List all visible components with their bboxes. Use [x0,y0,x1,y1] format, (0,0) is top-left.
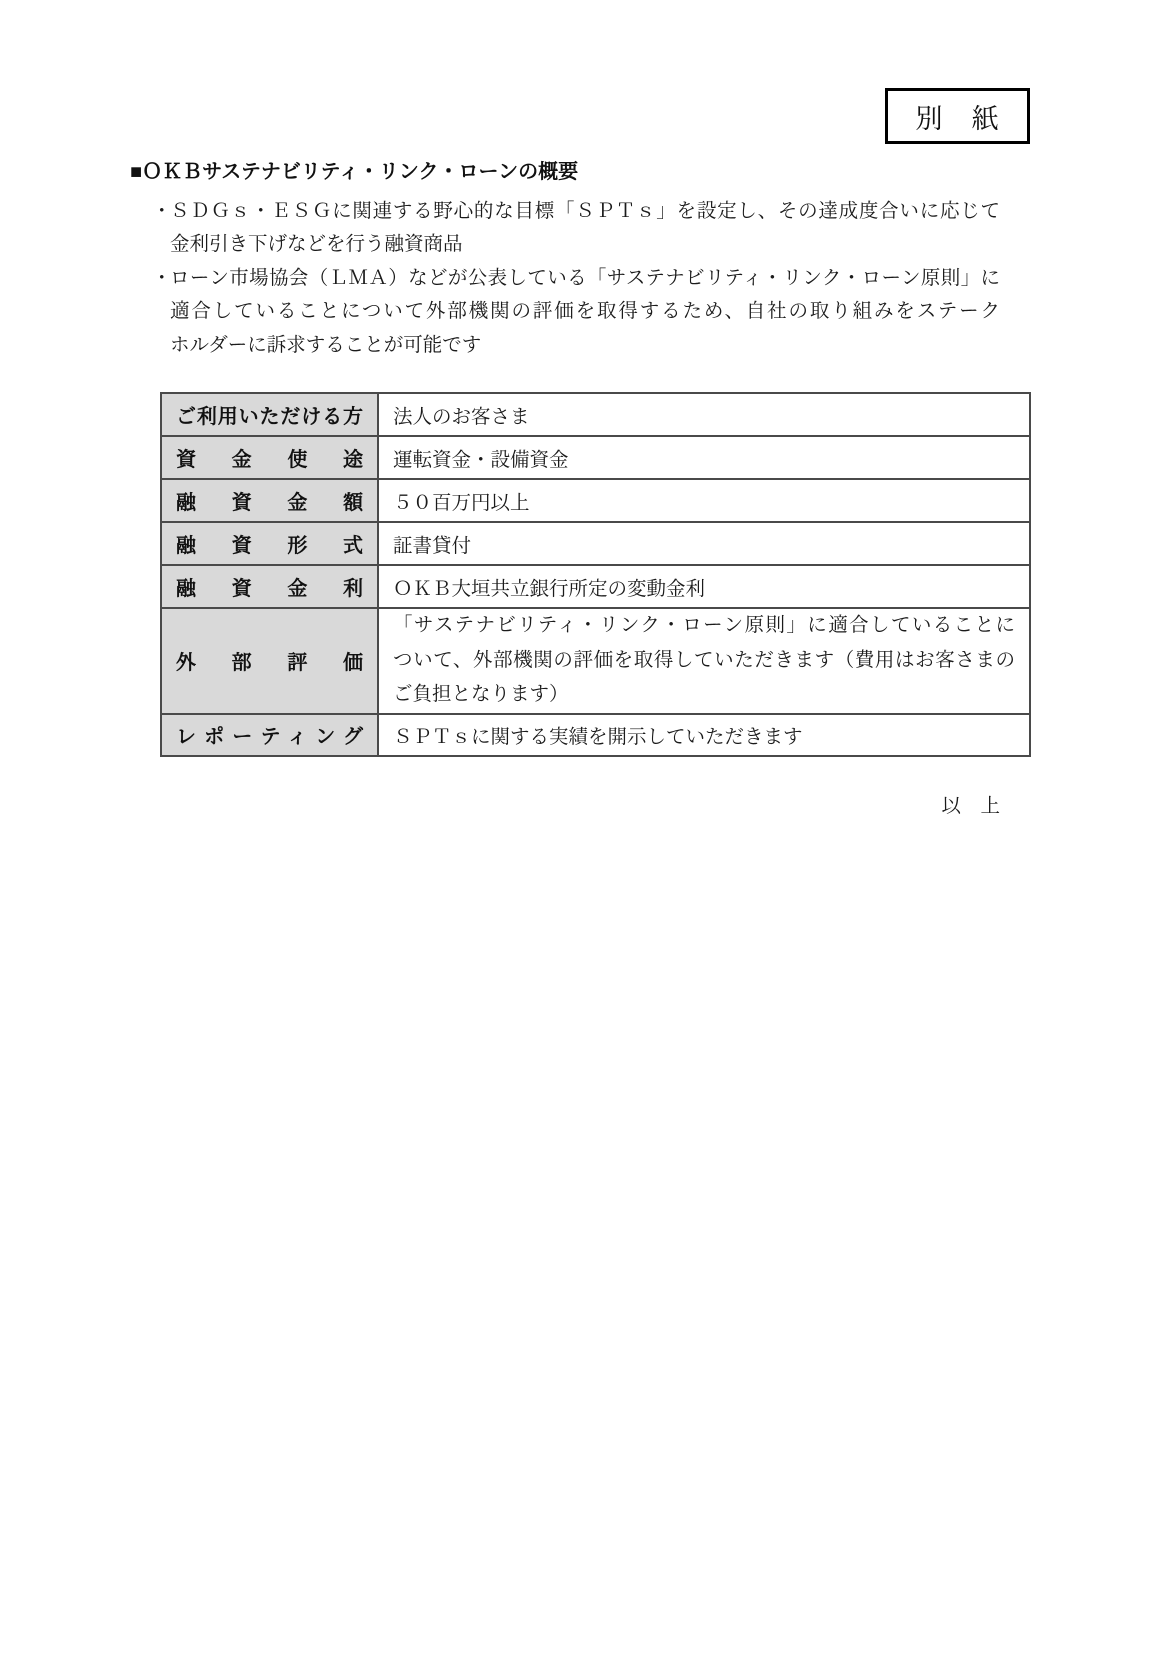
bullet-text [170,195,1000,262]
bullet-line: ホルダーに訴求することが可能です [170,334,482,356]
bullet-marker: ・ [152,201,172,222]
row-label-external-review: 外 部 評 価 [161,608,378,714]
row-label-loan-format: 融 資 形 式 [161,522,378,565]
row-value-interest-rate: ＯＫＢ大垣共立銀行所定の変動金利 [378,565,1030,608]
bullet-text [170,262,1000,362]
multiline-cell [393,609,1015,713]
attachment-stamp-label: 別 紙 [915,103,1000,134]
row-value-external-review [378,608,1030,714]
row-value-loan-format: 証書貸付 [378,522,1030,565]
table-row [161,479,1030,522]
row-label-interest-rate: 融 資 金 利 [161,565,378,608]
row-value-loan-amount: ５０百万円以上 [378,479,1030,522]
row-label-eligible-customers: ご利用いただける方 [161,393,378,436]
bullet-marker: ・ [152,267,172,289]
bullet-line: 金利引き下げなどを行う融資商品 [170,234,463,256]
row-label-loan-amount: 融 資 金 額 [161,479,378,522]
bullet-line: ＳＤＧｓ・ＥＳＧに関連する野心的な目標「ＳＰＴｓ」を設定し、その達成度合いに応じて [170,201,1000,222]
intro-bullet-list [152,195,1000,362]
table-row [161,608,1030,714]
row-label-use-of-funds: 資 金 使 途 [161,436,378,479]
bullet-item [152,195,1000,262]
table-row [161,436,1030,479]
cell-line: ついて、外部機関の評価を取得していただきます（費用はお客さまの [393,649,1015,671]
table-row [161,393,1030,436]
row-value-reporting: ＳＰＴｓに関する実績を開示していただきます [378,714,1030,756]
page-title: ■ＯＫＢサステナビリティ・リンク・ローンの概要 [130,161,579,183]
bullet-line: 適合していることについて外部機関の評価を取得するため、自社の取り組みをステーク [170,301,1000,323]
cell-line: ご負担となります） [393,684,569,706]
loan-spec-table [160,392,1031,757]
bullet-line: ローン市場協会（ＬＭＡ）などが公表している「サステナビリティ・リンク・ローン原則」に [170,267,1000,289]
table-row [161,565,1030,608]
row-value-use-of-funds: 運転資金・設備資金 [378,436,1030,479]
attachment-stamp-box [885,88,1030,144]
bullet-item [152,262,1000,362]
table-row [161,522,1030,565]
row-value-eligible-customers: 法人のお客さま [378,393,1030,436]
closing-mark: 以 上 [941,795,1000,817]
row-label-reporting: レポーティング [161,714,378,756]
cell-line: 「サステナビリティ・リンク・ローン原則」に適合していることに [393,615,1015,637]
table-row [161,714,1030,756]
